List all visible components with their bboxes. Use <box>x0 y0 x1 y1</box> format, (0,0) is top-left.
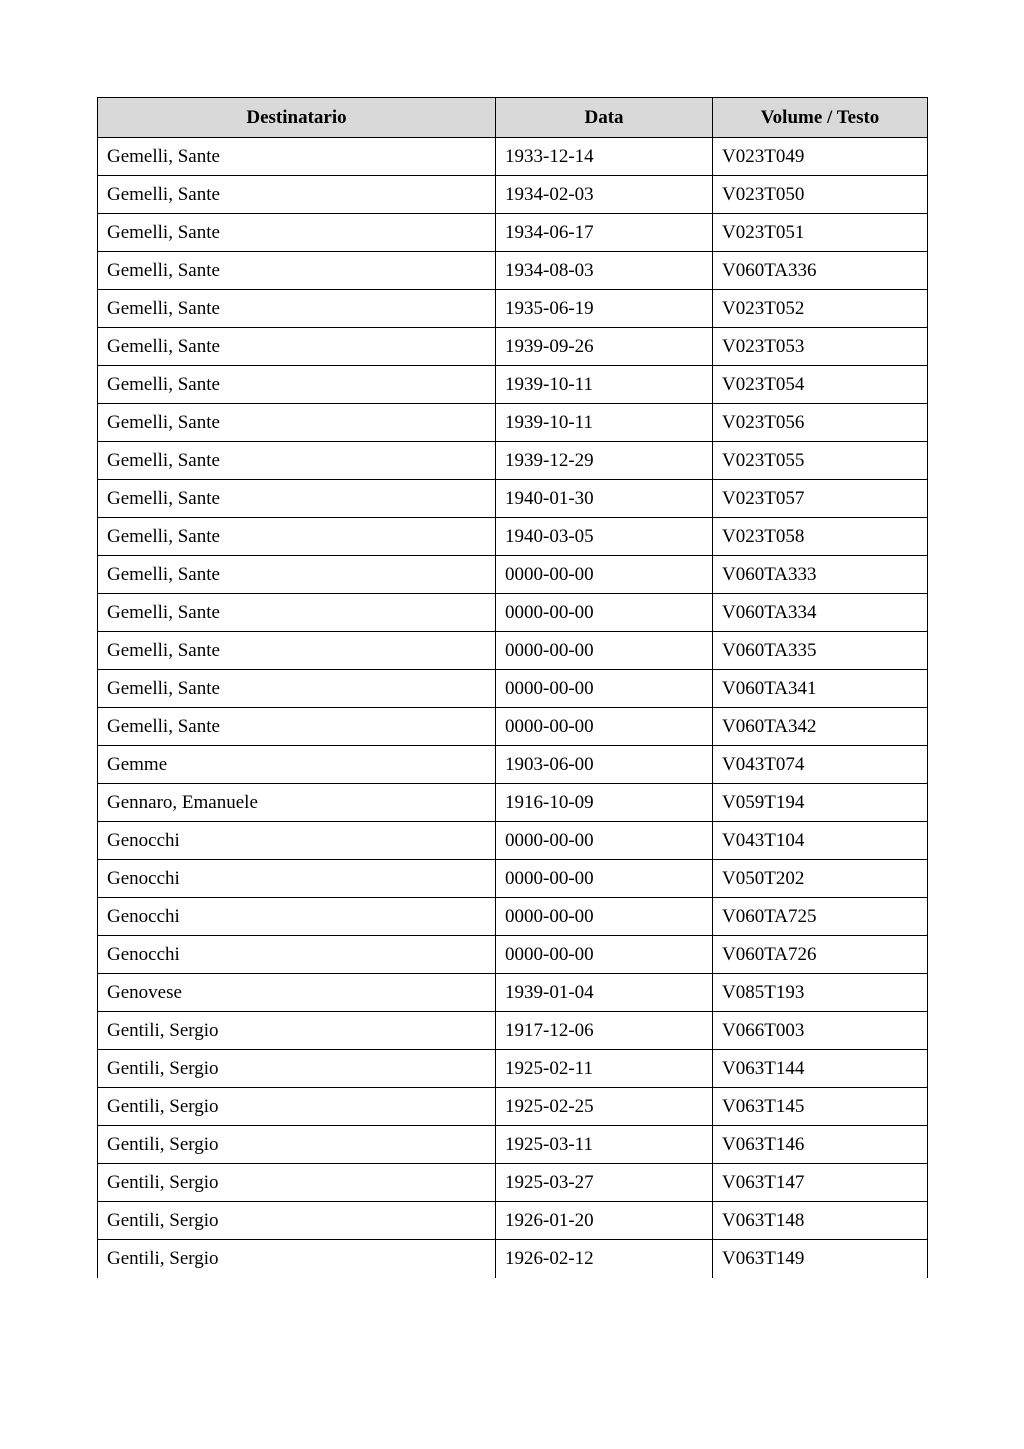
cell-volume-testo: V085T193 <box>713 974 928 1012</box>
table-row <box>98 746 928 784</box>
cell-data: 1925-02-11 <box>496 1050 713 1088</box>
table-row <box>98 936 928 974</box>
cell-volume-testo: V060TA342 <box>713 708 928 746</box>
cell-data: 0000-00-00 <box>496 632 713 670</box>
cell-data: 1925-02-25 <box>496 1088 713 1126</box>
cell-data: 1934-02-03 <box>496 176 713 214</box>
table-row <box>98 1164 928 1202</box>
cell-destinatario: Gemelli, Sante <box>98 328 496 366</box>
table-row <box>98 1240 928 1278</box>
table-row <box>98 176 928 214</box>
cell-data: 1926-02-12 <box>496 1240 713 1278</box>
table-row <box>98 822 928 860</box>
cell-data: 1934-08-03 <box>496 252 713 290</box>
cell-destinatario: Gemelli, Sante <box>98 176 496 214</box>
cell-volume-testo: V060TA336 <box>713 252 928 290</box>
table-row <box>98 898 928 936</box>
table-row <box>98 138 928 176</box>
cell-volume-testo: V066T003 <box>713 1012 928 1050</box>
cell-volume-testo: V043T104 <box>713 822 928 860</box>
cell-destinatario: Genocchi <box>98 898 496 936</box>
cell-destinatario: Gennaro, Emanuele <box>98 784 496 822</box>
cell-volume-testo: V060TA333 <box>713 556 928 594</box>
column-header-data: Data <box>496 98 713 138</box>
cell-destinatario: Gemme <box>98 746 496 784</box>
cell-destinatario: Gentili, Sergio <box>98 1012 496 1050</box>
table-row <box>98 442 928 480</box>
cell-volume-testo: V023T056 <box>713 404 928 442</box>
cell-destinatario: Gemelli, Sante <box>98 594 496 632</box>
table-row <box>98 328 928 366</box>
table-row <box>98 366 928 404</box>
table-row <box>98 1012 928 1050</box>
cell-destinatario: Gemelli, Sante <box>98 480 496 518</box>
cell-data: 1903-06-00 <box>496 746 713 784</box>
cell-destinatario: Gentili, Sergio <box>98 1240 496 1278</box>
table-row <box>98 480 928 518</box>
cell-volume-testo: V063T146 <box>713 1126 928 1164</box>
cell-data: 1940-01-30 <box>496 480 713 518</box>
cell-destinatario: Gentili, Sergio <box>98 1088 496 1126</box>
cell-destinatario: Gemelli, Sante <box>98 632 496 670</box>
cell-data: 0000-00-00 <box>496 594 713 632</box>
cell-volume-testo: V063T149 <box>713 1240 928 1278</box>
table-row <box>98 1126 928 1164</box>
table-row <box>98 214 928 252</box>
cell-data: 0000-00-00 <box>496 822 713 860</box>
cell-destinatario: Gentili, Sergio <box>98 1202 496 1240</box>
table-row <box>98 632 928 670</box>
cell-destinatario: Gemelli, Sante <box>98 404 496 442</box>
cell-data: 1939-10-11 <box>496 366 713 404</box>
cell-data: 0000-00-00 <box>496 936 713 974</box>
table-row <box>98 1050 928 1088</box>
cell-data: 1917-12-06 <box>496 1012 713 1050</box>
cell-volume-testo: V063T147 <box>713 1164 928 1202</box>
cell-volume-testo: V060TA334 <box>713 594 928 632</box>
column-header-volume-testo: Volume / Testo <box>713 98 928 138</box>
cell-destinatario: Gemelli, Sante <box>98 214 496 252</box>
cell-destinatario: Genocchi <box>98 936 496 974</box>
table-row <box>98 556 928 594</box>
cell-destinatario: Genocchi <box>98 822 496 860</box>
cell-data: 1939-09-26 <box>496 328 713 366</box>
cell-volume-testo: V063T144 <box>713 1050 928 1088</box>
cell-data: 0000-00-00 <box>496 708 713 746</box>
cell-destinatario: Genocchi <box>98 860 496 898</box>
cell-destinatario: Gemelli, Sante <box>98 138 496 176</box>
letters-table <box>97 97 928 1278</box>
cell-destinatario: Gemelli, Sante <box>98 442 496 480</box>
cell-volume-testo: V023T049 <box>713 138 928 176</box>
cell-volume-testo: V060TA341 <box>713 670 928 708</box>
cell-data: 0000-00-00 <box>496 670 713 708</box>
cell-data: 1926-01-20 <box>496 1202 713 1240</box>
table-row <box>98 1088 928 1126</box>
table-row <box>98 518 928 556</box>
cell-data: 0000-00-00 <box>496 556 713 594</box>
table-row <box>98 252 928 290</box>
cell-destinatario: Gemelli, Sante <box>98 708 496 746</box>
cell-destinatario: Gemelli, Sante <box>98 670 496 708</box>
cell-volume-testo: V023T052 <box>713 290 928 328</box>
table-row <box>98 670 928 708</box>
cell-volume-testo: V023T058 <box>713 518 928 556</box>
cell-data: 1939-10-11 <box>496 404 713 442</box>
table-row <box>98 784 928 822</box>
cell-volume-testo: V043T074 <box>713 746 928 784</box>
cell-data: 1934-06-17 <box>496 214 713 252</box>
cell-volume-testo: V023T057 <box>713 480 928 518</box>
cell-destinatario: Gentili, Sergio <box>98 1164 496 1202</box>
cell-destinatario: Gemelli, Sante <box>98 518 496 556</box>
cell-volume-testo: V060TA725 <box>713 898 928 936</box>
cell-volume-testo: V063T148 <box>713 1202 928 1240</box>
cell-data: 1925-03-11 <box>496 1126 713 1164</box>
cell-volume-testo: V050T202 <box>713 860 928 898</box>
table-row <box>98 290 928 328</box>
cell-data: 1940-03-05 <box>496 518 713 556</box>
cell-volume-testo: V059T194 <box>713 784 928 822</box>
cell-destinatario: Gentili, Sergio <box>98 1126 496 1164</box>
cell-data: 1939-01-04 <box>496 974 713 1012</box>
cell-volume-testo: V063T145 <box>713 1088 928 1126</box>
table-row <box>98 404 928 442</box>
table-row <box>98 594 928 632</box>
table-row <box>98 1202 928 1240</box>
cell-data: 1925-03-27 <box>496 1164 713 1202</box>
cell-data: 1933-12-14 <box>496 138 713 176</box>
column-header-destinatario: Destinatario <box>98 98 496 138</box>
cell-data: 0000-00-00 <box>496 860 713 898</box>
cell-volume-testo: V023T050 <box>713 176 928 214</box>
cell-destinatario: Gemelli, Sante <box>98 252 496 290</box>
cell-destinatario: Gentili, Sergio <box>98 1050 496 1088</box>
cell-data: 0000-00-00 <box>496 898 713 936</box>
table-row <box>98 974 928 1012</box>
table-body <box>98 138 928 1278</box>
cell-destinatario: Genovese <box>98 974 496 1012</box>
cell-volume-testo: V060TA726 <box>713 936 928 974</box>
table-row <box>98 708 928 746</box>
table-row <box>98 860 928 898</box>
cell-destinatario: Gemelli, Sante <box>98 556 496 594</box>
cell-volume-testo: V060TA335 <box>713 632 928 670</box>
cell-destinatario: Gemelli, Sante <box>98 290 496 328</box>
cell-volume-testo: V023T053 <box>713 328 928 366</box>
cell-data: 1939-12-29 <box>496 442 713 480</box>
cell-volume-testo: V023T054 <box>713 366 928 404</box>
cell-data: 1916-10-09 <box>496 784 713 822</box>
table-header-row <box>98 98 928 138</box>
cell-volume-testo: V023T051 <box>713 214 928 252</box>
cell-data: 1935-06-19 <box>496 290 713 328</box>
cell-volume-testo: V023T055 <box>713 442 928 480</box>
cell-destinatario: Gemelli, Sante <box>98 366 496 404</box>
